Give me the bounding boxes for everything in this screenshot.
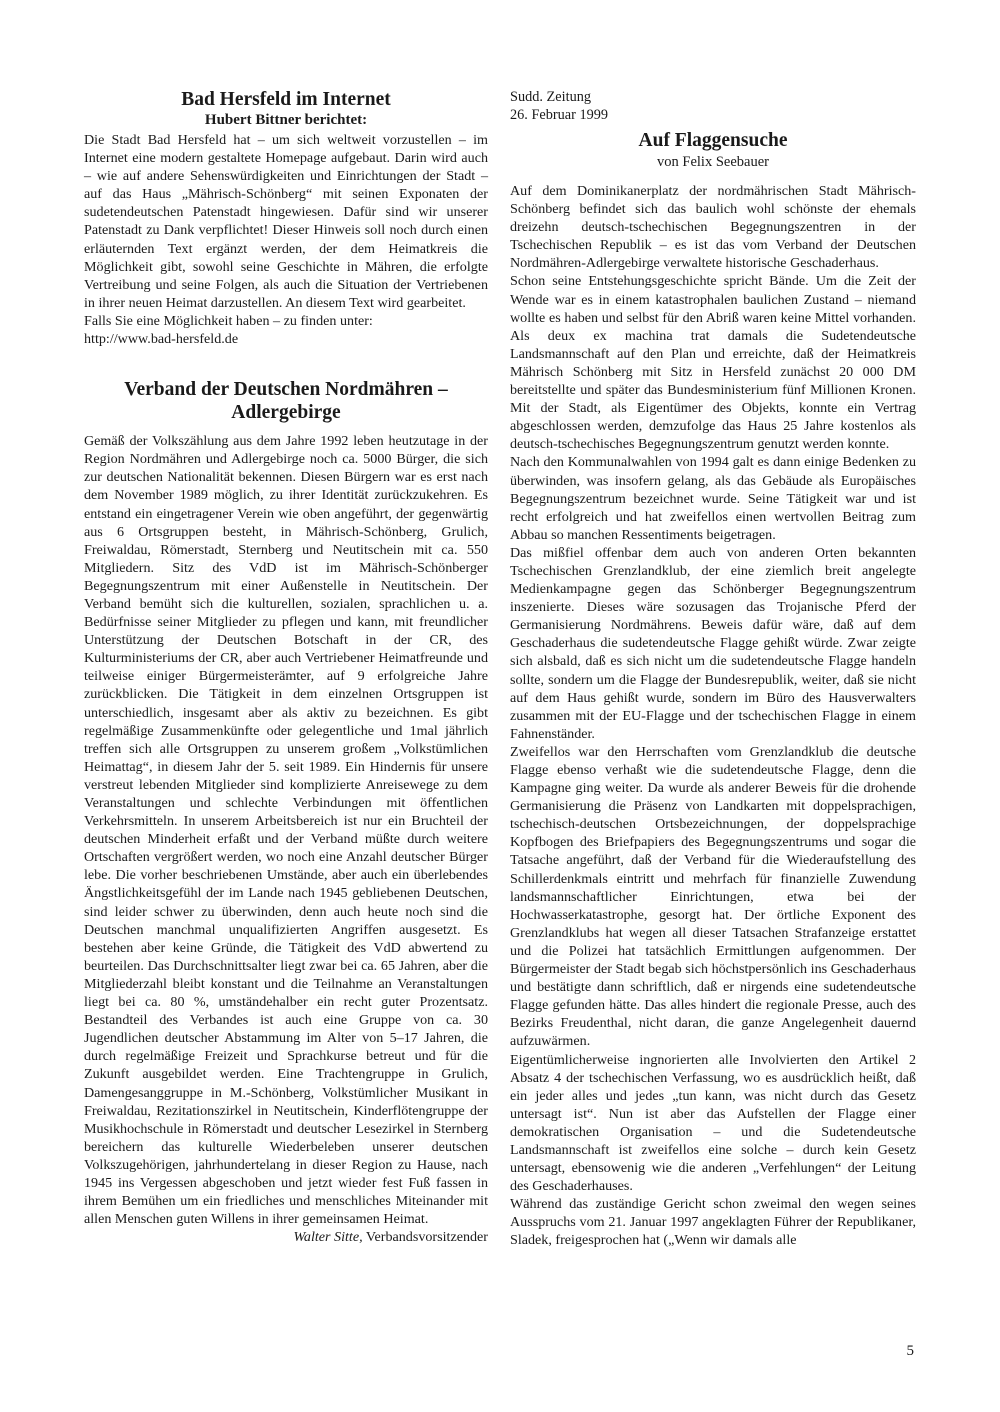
paragraph: Eigentümlicherweise ingnorierten alle Involvierten den Artikel 2 Absatz 4 der tschechischen Verfassung, wo es ausdrücklich heißt, daß ein jeder alles und jedes „tun kann, was nicht durch das Gesetz untersagt ist“. Nun ist aber das Aufstellen der Flagge einer demokratischen Organisation – und die Sudetendeutsche Landsmannschaft ist zweifellos eine solche – durch kein Gesetz untersagt, ebensowenig wie die anderen „Verfehlungen“ der Leitung des Geschaderhauses. [510, 1051, 916, 1195]
paragraph: Gemäß der Volkszählung aus dem Jahre 1992 leben heutzutage in der Region Nordmähren und Adlergebirge noch ca. 5000 Bürger, die sich zur deutschen Nationalität bekennen. Diesen Bürgern war es erst nach dem November 1989 möglich, zu ihrer Identität zurückzukehren. Es entstand ein eingetragener Verein wie oben angeführt, der gegenwärtig aus 6 Ortsgruppen besteht, in Mährisch-Schönberg, Grulich, Freiwaldau, Römerstadt, Sternberg und Neutitschein mit ca. 550 Mitgliedern. Sitz des VdD ist im Mährisch-Schönberger Begegnungszentrum mit einer Außenstelle in Neutitschein. Der Verband bemüht sich die kulturellen, sozialen, sprachlichen u. a. Bedürfnisse seiner Mitglieder zu pflegen und kann, mit freundlicher Unterstützung der Deutschen Botschaft in der CR, des Kulturministeriums der CR, aber auch Vertriebener Heimatfreunde und teilweise einiger Bürgermeisterämter, auf 9 erfolgreiche Jahre zurückblicken. Die Tätigkeit in dem einzelnen Ortsgruppen ist unterschiedlich, insgesamt aber als aktiv zu bezeichnen. Es gibt regelmäßige Zusammenkünfte oder gelegentliche und 1mal jährlich treffen sich alle Ortsgruppen zu unserem großem „Volkstümlichen Heimattag“, in diesem Jahr der 5. seit 1989. Ein Hindernis für unsere verstreut lebenden Mitglieder sind komplizierte Anreisewege zu dem Veranstaltungen und schlechte Verbindungen mit öffentlichen Verkehrsmitteln. In unserem Arbeitsbereich ist nur ein Bruchteil der deutschen Minderheit erfaßt und der Verband müßte durch weitere Ortschaften vergrößert werden, wo noch eine Anzahl deutscher Bürger lebe. Die vorher beschriebenen Umstände, aber auch ein überlebendes Ängstlichkeitsgefühl der im Lande nach 1945 gebliebenen Deutschen, sind leider schwer zu überwinden, denn auch heute noch sind die Deutschen manchmal unqualifizierten Angriffen ausgesetzt. Es bestehen aber keine Gründe, die Tätigkeit des VdD abwertend zu beurteilen. Das Durchschnittsalter liegt zwar bei ca. 65 Jahren, aber die Mitgliederzahl bleibt konstant und die Teilnahme an Veranstaltungen liegt bei ca. 80 %, umständehalber ein recht guter Prozentsatz. Bestandteil des Verbandes ist auch eine Gruppe von ca. 30 Jugendlichen deutscher Abstammung im Alter von 5–17 Jahren, die durch regelmäßige Freizeit und Sprachkurse betreut und für die Zukunft ausgebildet werden. Eine Trachtengruppe in Grulich, Damengesanggruppe in M.-Schönberg, Volkstümlicher Musikant in Freiwaldau, Rezitationszirkel in Neutitschein, Kinderflötengruppe der Musikhochschule in Römerstadt und deutscher Lesezirkel in Sternberg bereichern das kulturelle Wiederbeleben unserer deutschen Volkszugehörigen, jahrhundertelang in dieser Region zu Hause, nach 1945 ins Vergessen abgeschoben und jetzt wieder fest Fuß fassen in ihrem Bemühen um ein friedliches und menschliches Miteinander mit allen Menschen guten Willens in ihrer gemeinsamen Heimat. [84, 433, 488, 1228]
paragraph: Nach den Kommunalwahlen von 1994 galt es dann einige Bedenken zu überwinden, was insofern gelang, als das Gebäude als Europäisches Begegnungszentrum bezeichnet wurde. Seine Tätigkeit war und ist recht erfolgreich und hat zweifellos einen wertvollen Beitrag zum Abbau so manchen Ressentiments beigetragen. [510, 454, 916, 543]
title-line: Verband der Deutschen Nordmähren – [124, 379, 448, 401]
article-subtitle: Hubert Bittner berichtet: [204, 112, 368, 128]
article-title: Auf Flaggensuche [638, 130, 788, 151]
article-title [84, 378, 488, 424]
left-column [84, 88, 488, 1246]
byline: von Felix Seebauer [657, 154, 769, 170]
article-title: Bad Hersfeld im Internet [181, 89, 391, 110]
url-text: http://www.bad-hersfeld.de [84, 331, 239, 348]
source-line: Sudd. Zeitung [510, 89, 592, 105]
title-line: Adlergebirge [231, 402, 341, 424]
paragraph: Das mißfiel offenbar dem auch von anderen Orten bekannten Tschechischen Grenzlandklub, der eine ziemlich breit angelegte Medienkampagne gegen das Schönberger Begegnungszentrum inszenierte. Dieses wäre sozusagen das Trojanische Pferd der Germanisierung Nordmährens. Beweis dafür wäre, daß auf dem Geschaderhaus die sudetendeutsche Flagge gehißt würde. Zwar zeigte sich alsbald, daß es sich nicht um die sudetendeutsche Flagge handeln sollte, sondern um die Flagge der Bundesrepublik, weiter, daß sie nicht auf dem Haus gehißt wurde, sondern im Büro des Hausverwalters zusammen mit der EU-Flagge und der tschechischen Flagge in einem Fahnenständer. [510, 544, 916, 742]
signature [84, 1228, 488, 1246]
signature-role: Verbandsvorsitzender [362, 1229, 488, 1246]
paragraph: Die Stadt Bad Hersfeld hat – um sich weltweit vorzustellen – im Internet eine modern gestaltete Homepage aufgebaut. Darin wird auch – wie auf andere Sehenswürdigkeiten und Einrichtungen der Stadt – auf das Haus „Mährisch-Schönberg“ mit seinen Exponaten der sudetendeutschen Patenstadt hingewiesen. Dafür sind wir unserer Patenstadt zu Dank verpflichtet! Dieser Hinweis soll noch durch einen erläuternden Text ergänzt werden, der dem Heimatkreis die Möglichkeit gibt, sowohl seine Geschichte in Mähren, die erfolgte Vertreibung und seine Folgen, als auch die Situation der Vertriebenen in ihrer neuen Heimat darzustellen. An diesem Text wird gearbeitet. [84, 132, 488, 311]
source-date: 26. Februar 1999 [510, 107, 609, 123]
paragraph: Zweifellos war den Herrschaften vom Grenzlandklub die deutsche Flagge ebenso verhaßt wie die sudetendeutsche Flagge, denn die Kampagne ging weiter. Da wurde als anderer Beweis für die drohende Germanisierung die Präsenz von Landkarten mit doppelsprachigen, tschechisch-deutschen Ortsbezeichnungen, der doppelsprachige Kopfbogen des Briefpapiers des Begegnungszentrums und sogar die Tatsache angeführt, daß der Verband für die Wiederaufstellung des Schillerdenkmals eintritt und mehrfach für finanzielle Zuwendung landsmannschaftlicher Einrichtungen, etwa bei der Hochwasserkatastrophe, gesorgt hat. Der örtliche Exponent des Grenzlandklubs hat wegen all dieser Tatsachen Strafanzeige erstattet und die Polizei hat tatsächlich Ermittlungen aufgenommen. Der Bürgermeister der Stadt begab sich höchstpersönlich ins Geschaderhaus und bestätigte dann schriftlich, daß er nirgends eine sudetendeutsche Flagge gefunden hätte. Das alles hindert die regionale Presse, auch des Bezirks Freudenthal, nicht daran, die ganze Angelegenheit dauernd aufzuwärmen. [510, 743, 916, 1050]
paragraph: Während das zuständige Gericht schon zweimal den wegen seines Ausspruchs vom 21. Januar 1997 angeklagten Führer der Republikaner, Sladek, freigesprochen hat („Wenn wir damals alle [510, 1196, 916, 1249]
paragraph: Falls Sie eine Möglichkeit haben – zu finden unter: [84, 312, 373, 329]
paragraph: Schon seine Entstehungsgeschichte spricht Bände. Um die Zeit der Wende war es in einem katastrophalen baulichen Zustand – niemand wollte es haben und selbst für den Abriß waren keine Mittel vorhanden. Als deux ex machina trat damals die Sudetendeutsche Landsmannschaft auf den Plan und erreichte, daß der Heimatkreis Mährisch Schönberg mit Sitz in Hersfeld zunächst 20 000 DM bereitstellte und später das Bundesministerium fünf Millionen Kronen. Mit der Stadt, als Eigentümer des Objekts, konnte ein Vertrag abgeschlossen werden, demzufolge das Haus 25 Jahre kostenlos als deutsch-tschechisches Begegnungszentrum genutzt werden konnte. [510, 273, 916, 453]
right-column [510, 88, 916, 1250]
paragraph: Auf dem Dominikanerplatz der nordmährischen Stadt Mährisch-Schönberg befindet sich das baulich wohl schönste der ehemals dreizehn deutsch-tschechischen Begegnungszentren in der Tschechischen Republik – es ist das vom Verband der Deutschen Nordmähren-Adlergebirge verwaltete historische Geschaderhaus. [510, 183, 916, 272]
page-number: 5 [906, 1343, 914, 1359]
signature-name: Walter Sitte, [293, 1229, 363, 1246]
